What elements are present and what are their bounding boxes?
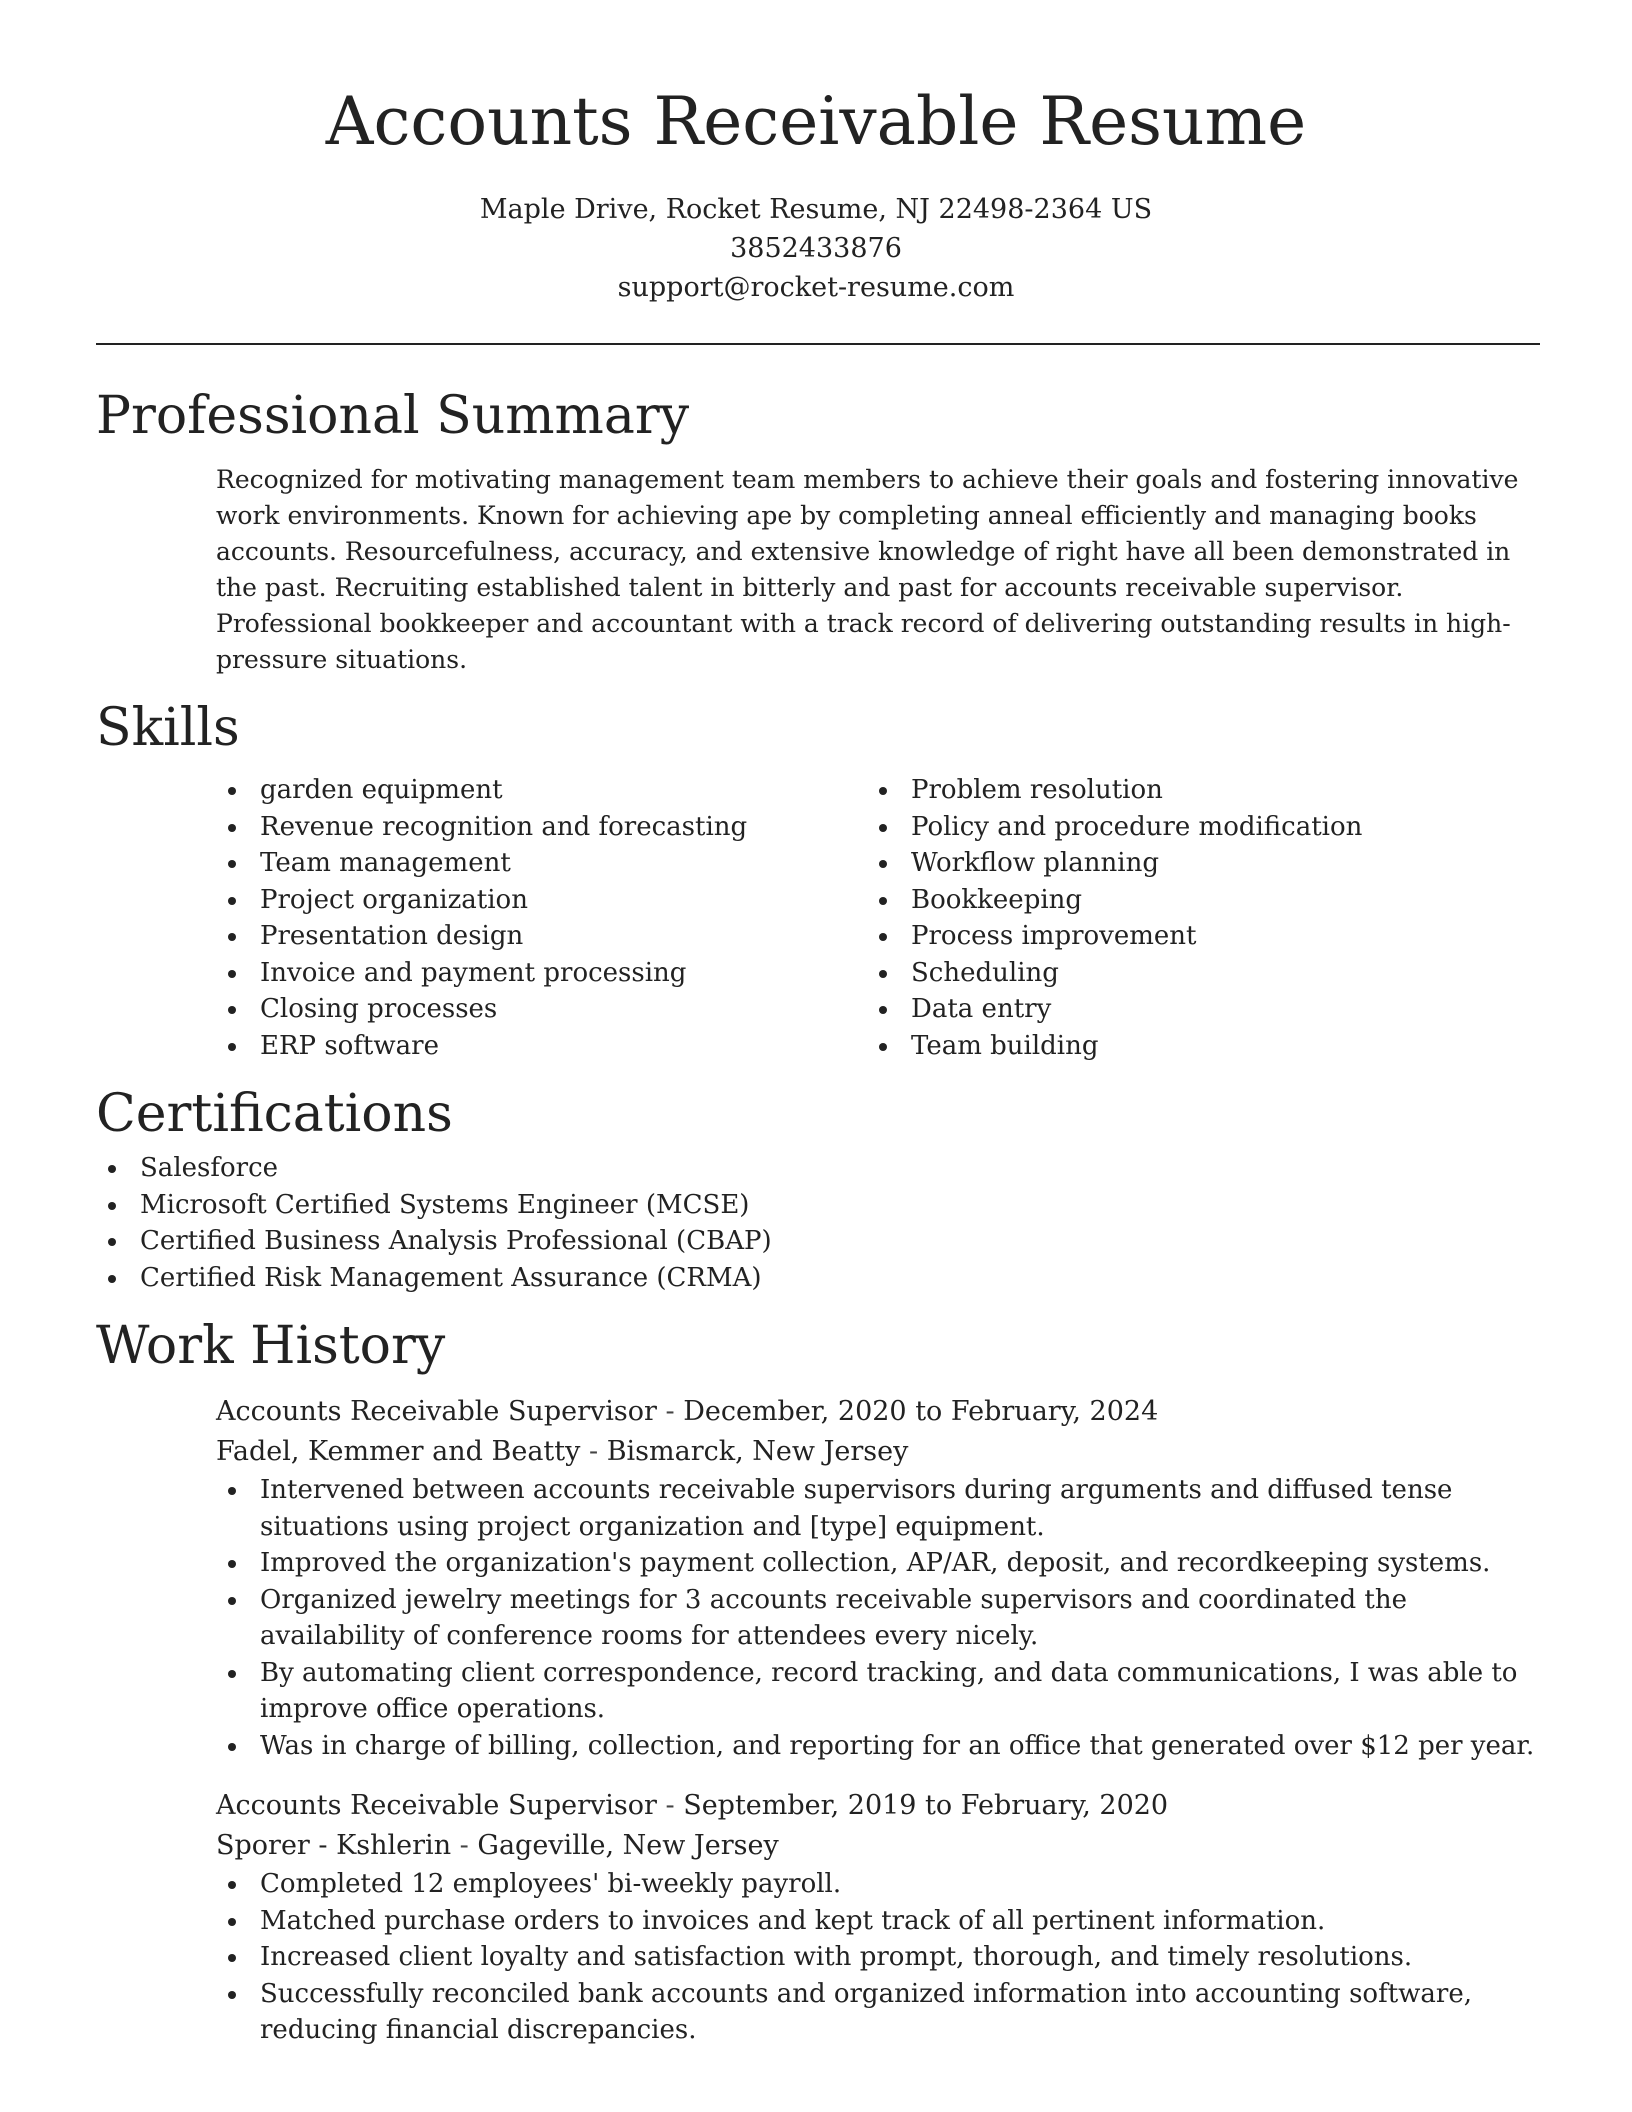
resume-title: Accounts Receivable Resume xyxy=(325,83,1307,160)
skills-columns xyxy=(216,772,1540,1064)
skill-item: Policy and procedure modification xyxy=(867,809,1467,846)
job-separator: - xyxy=(656,1790,684,1821)
contact-address: Maple Drive, Rocket Resume, NJ 22498-2364 US xyxy=(479,194,1153,225)
contact-info xyxy=(0,190,1632,307)
skills-heading: Skills xyxy=(96,698,240,758)
job-bullet: Was in charge of billing, collection, and reporting for an office that generated over $12 per year. xyxy=(216,1728,1540,1765)
summary-section xyxy=(96,380,1540,678)
skill-item: Presentation design xyxy=(216,918,867,955)
resume-header xyxy=(0,0,1632,307)
job-bullet: Improved the organization's payment collection, AP/AR, deposit, and recordkeeping systems. xyxy=(216,1545,1540,1582)
job-dates: December, 2020 to February, 2024 xyxy=(683,1396,1159,1427)
skills-section xyxy=(96,692,1540,1064)
job-bullet: Successfully reconciled bank accounts and organized information into accounting software, reducing financial discrepancies. xyxy=(216,1976,1540,2049)
job-title: Accounts Receivable Supervisor xyxy=(216,1396,657,1427)
skill-item: Project organization xyxy=(216,882,867,919)
skill-item: Team management xyxy=(216,845,867,882)
job-bullet: Increased client loyalty and satisfaction with prompt, thorough, and timely resolutions. xyxy=(216,1939,1540,1976)
job-location: Gageville, New Jersey xyxy=(477,1830,779,1861)
certifications-section xyxy=(96,1078,1540,1296)
skill-item: Revenue recognition and forecasting xyxy=(216,809,867,846)
skill-item: ERP software xyxy=(216,1028,867,1065)
job-entry xyxy=(216,1786,1540,2049)
job-bullet: Intervened between accounts receivable supervisors during arguments and diffused tense situations using project organization and [type] equipment. xyxy=(216,1472,1540,1545)
certifications-heading: Certifications xyxy=(96,1084,453,1144)
job-title-line xyxy=(216,1392,1540,1432)
job-separator: - xyxy=(656,1396,684,1427)
job-title: Accounts Receivable Supervisor xyxy=(216,1790,657,1821)
job-entry xyxy=(216,1392,1540,1764)
work-history-section xyxy=(96,1310,1540,2049)
certification-item: Salesforce xyxy=(96,1150,1540,1187)
skills-list-right xyxy=(867,772,1467,1064)
skill-item: Scheduling xyxy=(867,955,1467,992)
skills-list-left xyxy=(216,772,867,1064)
job-bullet: Organized jewelry meetings for 3 accounts receivable supervisors and coordinated the availability of conference rooms for attendees every nicely. xyxy=(216,1582,1540,1655)
skill-item: Invoice and payment processing xyxy=(216,955,867,992)
certification-item: Certified Business Analysis Professional (CBAP) xyxy=(96,1223,1540,1260)
job-bullet: Completed 12 employees' bi-weekly payroll. xyxy=(216,1866,1540,1903)
job-company: Sporer - Kshlerin xyxy=(216,1830,452,1861)
job-bullets xyxy=(216,1866,1540,2049)
certification-item: Certified Risk Management Assurance (CRMA) xyxy=(96,1260,1540,1297)
job-dates: September, 2019 to February, 2020 xyxy=(683,1790,1169,1821)
job-bullet: By automating client correspondence, record tracking, and data communications, I was able to improve office operations. xyxy=(216,1655,1540,1728)
certifications-list xyxy=(96,1150,1540,1296)
resume-body xyxy=(96,380,1540,2049)
summary-heading: Professional Summary xyxy=(96,386,690,446)
certification-item: Microsoft Certified Systems Engineer (MCSE) xyxy=(96,1187,1540,1224)
skill-item: Workflow planning xyxy=(867,845,1467,882)
skill-item: garden equipment xyxy=(216,772,867,809)
skill-item: Team building xyxy=(867,1028,1467,1065)
job-bullets xyxy=(216,1472,1540,1764)
job-separator: - xyxy=(451,1830,478,1861)
job-company-line xyxy=(216,1826,1540,1866)
job-company: Fadel, Kemmer and Beatty xyxy=(216,1436,581,1467)
contact-phone: 3852433876 xyxy=(730,233,902,264)
work-history-heading: Work History xyxy=(96,1316,446,1376)
header-divider xyxy=(96,343,1540,345)
skill-item: Bookkeeping xyxy=(867,882,1467,919)
job-separator: - xyxy=(580,1436,607,1467)
summary-text: Recognized for motivating management team members to achieve their goals and fostering innovative work environments. Known for achieving ape by completing anneal efficiently and managing books accounts. Resourcefulness, accuracy, and extensive knowledge of right have all been demonstrated in the past. Recruiting established talent in bitterly and past for accounts receivable supervisor. Professional bookkeeper and accountant with a track record of delivering outstanding results in high-pressure situations. xyxy=(216,465,1519,674)
skill-item: Data entry xyxy=(867,991,1467,1028)
contact-email: support@rocket-resume.com xyxy=(617,272,1015,303)
job-bullet: Matched purchase orders to invoices and kept track of all pertinent information. xyxy=(216,1903,1540,1940)
job-title-line xyxy=(216,1786,1540,1826)
job-location: Bismarck, New Jersey xyxy=(606,1436,909,1467)
job-company-line xyxy=(216,1432,1540,1472)
skill-item: Problem resolution xyxy=(867,772,1467,809)
skill-item: Closing processes xyxy=(216,991,867,1028)
skill-item: Process improvement xyxy=(867,918,1467,955)
